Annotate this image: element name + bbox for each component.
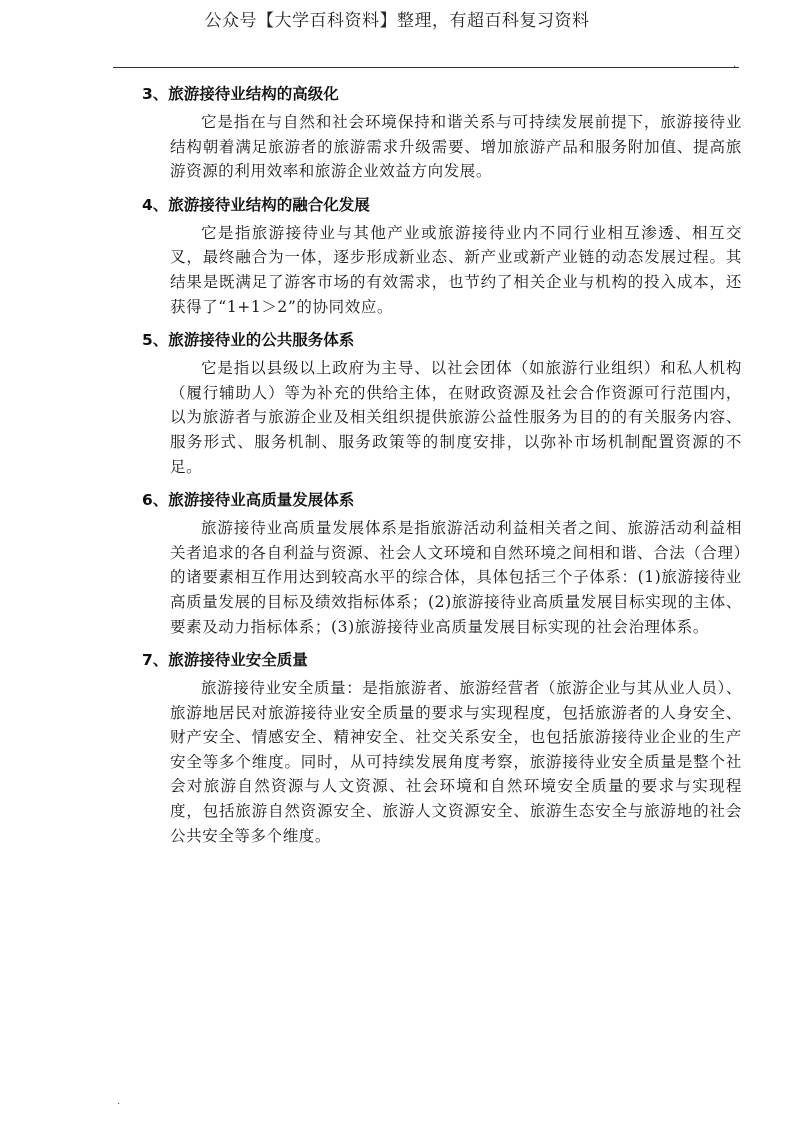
section-7 <box>142 648 742 848</box>
section-paragraph: 它是指在与自然和社会环境保持和谐关系与可持续发展前提下，旅游接待业结构朝着满足旅游者的旅游需求升级需要、增加旅游产品和服务附加值、提高旅游资源的利用效率和旅游企业效益方向发展。 <box>170 113 742 181</box>
header-divider <box>113 67 739 68</box>
header-note: 公众号【大学百科资料】整理，有超百科复习资料 <box>204 11 590 31</box>
section-paragraph: 旅游接待业高质量发展体系是指旅游活动利益相关者之间、旅游活动利益相关者追求的各自利益与资源、社会人文环境和自然环境之间相和谐、合法（合理）的诸要素相互作用达到较高水平的综合体，具体包括三个子体系：(1)旅游接待业高质量发展的目标及绩效指标体系；(2)旅游接待业高质量发展目标实现的主体、要素及动力指标体系；(3)旅游接待业高质量发展目标实现的社会治理体系。 <box>170 519 742 636</box>
section-paragraph: 它是指旅游接待业与其他产业或旅游接待业内不同行业相互渗透、相互交叉，最终融合为一体，逐步形成新业态、新产业或新产业链的动态发展过程。其结果是既满足了游客市场的有效需求，也节约了相关企业与机构的投入成本，还获得了“1+1＞2”的协同效应。 <box>170 223 742 316</box>
section-3 <box>142 82 742 184</box>
section-title: 7、旅游接待业安全质量 <box>142 651 308 670</box>
footer-mark: . <box>117 1096 121 1107</box>
section-title: 5、旅游接待业的公共服务体系 <box>142 331 355 350</box>
section-title: 3、旅游接待业结构的高级化 <box>142 85 339 103</box>
section-5 <box>142 328 742 479</box>
section-paragraph: 旅游接待业安全质量：是指旅游者、旅游经营者（旅游企业与其从业人员）、旅游地居民对旅游接待业安全质量的要求与实现程度，包括旅游者的人身安全、财产安全、情感安全、精神安全、社交关系安全，也包括旅游接待业企业的生产安全等多个维度。同时，从可持续发展角度考察，旅游接待业安全质量是整个社会对旅游自然资源与人文资源、社会环境和自然环境安全质量的要求与实现程度，包括旅游自然资源安全、旅游人文资源安全、旅游生态安全与旅游地的社会公共安全等多个维度。 <box>170 679 742 845</box>
header-mark: . <box>733 59 737 70</box>
document-body <box>142 82 742 857</box>
section-title: 4、旅游接待业结构的融合化发展 <box>142 195 370 214</box>
section-4 <box>142 193 742 319</box>
section-paragraph: 它是指以县级以上政府为主导、以社会团体（如旅游行业组织）和私人机构（履行辅助人）等为补充的供给主体，在财政资源及社会合作资源可行范围内，以为旅游者与旅游企业及相关组织提供旅游公益性服务为目的的有关服务内容、服务形式、服务机制、服务政策等的制度安排，以弥补市场机制配置资源的不足。 <box>170 359 742 476</box>
section-title: 6、旅游接待业高质量发展体系 <box>142 491 355 510</box>
section-6 <box>142 488 742 639</box>
